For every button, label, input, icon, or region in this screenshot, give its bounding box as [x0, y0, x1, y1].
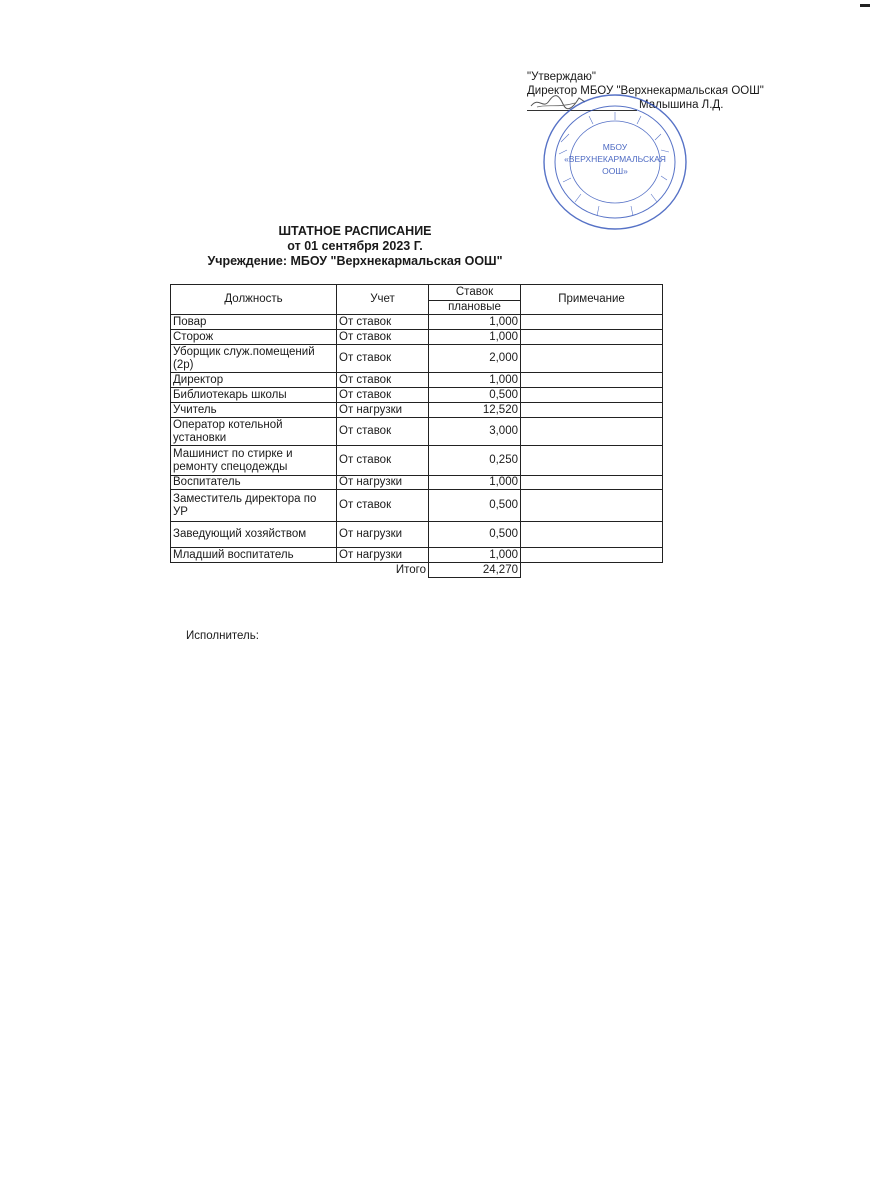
cell-rate: 1,000	[429, 330, 521, 345]
cell-accounting: От ставок	[337, 388, 429, 403]
stamp-line-2: «ВЕРХНЕКАРМАЛЬСКАЯ	[564, 154, 666, 164]
cell-rate: 0,500	[429, 522, 521, 548]
cell-note	[521, 476, 663, 490]
cell-note	[521, 490, 663, 522]
cell-position: Директор	[171, 373, 337, 388]
staff-schedule-table	[170, 284, 663, 578]
director-name: Малышина Л.Д.	[639, 99, 724, 111]
cell-note	[521, 345, 663, 373]
cell-rate: 1,000	[429, 476, 521, 490]
table-row	[171, 522, 663, 548]
approval-heading: "Утверждаю"	[527, 71, 596, 83]
cell-accounting: От ставок	[337, 315, 429, 330]
cell-note	[521, 315, 663, 330]
cell-position: Заместитель директора по УР	[171, 490, 337, 522]
header-accounting: Учет	[337, 285, 429, 315]
cell-accounting: От нагрузки	[337, 403, 429, 418]
document-title	[170, 224, 540, 269]
cell-note	[521, 373, 663, 388]
stamp-line-1: МБОУ	[602, 142, 628, 152]
table-row	[171, 446, 663, 476]
scan-corner-mark	[860, 4, 870, 7]
header-rates-planned: плановые	[429, 301, 521, 315]
cell-position: Заведующий хозяйством	[171, 522, 337, 548]
cell-accounting: От ставок	[337, 490, 429, 522]
table-row	[171, 315, 663, 330]
cell-rate: 0,500	[429, 388, 521, 403]
cell-note	[521, 330, 663, 345]
cell-rate: 0,500	[429, 490, 521, 522]
cell-rate: 1,000	[429, 548, 521, 563]
cell-accounting: От ставок	[337, 373, 429, 388]
cell-accounting: От ставок	[337, 446, 429, 476]
cell-accounting: От ставок	[337, 330, 429, 345]
header-note: Примечание	[521, 285, 663, 315]
cell-accounting: От ставок	[337, 418, 429, 446]
title-line-2: от 01 сентября 2023 Г.	[287, 239, 423, 253]
cell-rate: 2,000	[429, 345, 521, 373]
cell-position: Оператор котельной установки	[171, 418, 337, 446]
table-row	[171, 548, 663, 563]
cell-rate: 1,000	[429, 373, 521, 388]
table-row	[171, 330, 663, 345]
cell-position: Воспитатель	[171, 476, 337, 490]
table-row	[171, 373, 663, 388]
table-row	[171, 490, 663, 522]
cell-note	[521, 522, 663, 548]
table-row	[171, 388, 663, 403]
cell-position: Уборщик служ.помещений (2р)	[171, 345, 337, 373]
executor-label: Исполнитель:	[186, 630, 259, 642]
cell-accounting: От нагрузки	[337, 548, 429, 563]
cell-position: Младший воспитатель	[171, 548, 337, 563]
cell-accounting: От ставок	[337, 345, 429, 373]
table-row	[171, 476, 663, 490]
cell-rate: 0,250	[429, 446, 521, 476]
cell-accounting: От нагрузки	[337, 476, 429, 490]
official-stamp	[541, 92, 689, 232]
cell-position: Повар	[171, 315, 337, 330]
table-row	[171, 345, 663, 373]
table-row	[171, 418, 663, 446]
cell-rate: 12,520	[429, 403, 521, 418]
cell-position: Сторож	[171, 330, 337, 345]
header-position: Должность	[171, 285, 337, 315]
cell-rate: 1,000	[429, 315, 521, 330]
cell-note	[521, 388, 663, 403]
total-label: Итого	[171, 563, 429, 578]
total-value: 24,270	[429, 563, 521, 578]
table-row	[171, 403, 663, 418]
cell-accounting: От нагрузки	[337, 522, 429, 548]
cell-note	[521, 446, 663, 476]
header-rates: Ставок	[429, 285, 521, 301]
approval-position: Директор МБОУ "Верхнекармальская ООШ"	[527, 85, 764, 97]
cell-note	[521, 403, 663, 418]
cell-rate: 3,000	[429, 418, 521, 446]
stamp-line-3: ООШ»	[602, 166, 628, 176]
title-line-3: Учреждение: МБОУ "Верхнекармальская ООШ"	[207, 254, 503, 268]
total-empty	[521, 563, 663, 578]
cell-note	[521, 418, 663, 446]
cell-position: Учитель	[171, 403, 337, 418]
cell-position: Библиотекарь школы	[171, 388, 337, 403]
cell-position: Машинист по стирке и ремонту спецодежды	[171, 446, 337, 476]
cell-note	[521, 548, 663, 563]
title-line-1: ШТАТНОЕ РАСПИСАНИЕ	[278, 224, 432, 238]
